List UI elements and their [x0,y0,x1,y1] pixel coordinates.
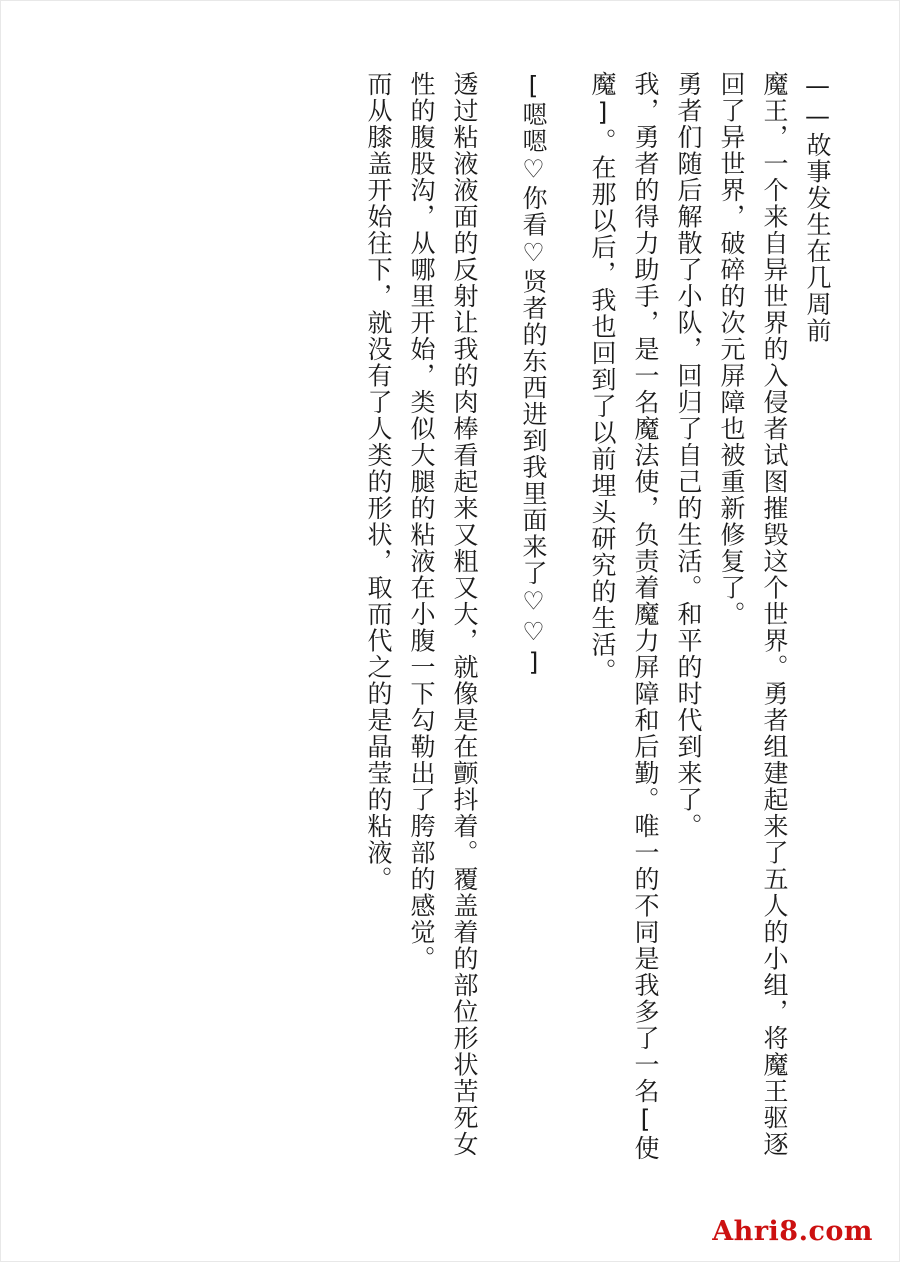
vertical-text-body [121,71,839,1171]
paragraph-6: 透过粘液液面的反射让我的肉棒看起来又粗又大，就像是在颤抖着。覆盖着的部位形状苦死女性的腹股沟，从哪里开始，类似大腿的粘液在小腹一下勾勒出了胯部的感觉。 [407,71,479,1158]
paragraph-spacer-2 [486,71,512,81]
paragraph-1: ——故事发生在几周前 [803,71,832,344]
paragraph-5: [嗯嗯♡你看♡贤者的东西进到我里面来了♡♡] [519,71,548,678]
site-watermark: Ahri8.com [712,1216,873,1247]
paragraph-7: 而从膝盖开始往下，就没有了人类的形状，取而代之的是晶莹的粘液。 [364,71,393,893]
paragraph-spacer [555,71,581,81]
paragraph-4: 我，勇者的得力助手，是一名魔法使，负责着魔力屏障和后勤。唯一的不同是我多了一名[使魔]。在那以后，我也回到了以前埋头研究的生活。 [588,71,660,1162]
paragraph-3: 勇者们随后解散了小队，回归了自己的生活。和平的时代到来了。 [674,71,703,840]
paragraph-2: 魔王，一个来自异世界的入侵者试图摧毁这个世界。勇者组建起来了五人的小组，将魔王驱逐回了异世界，破碎的次元屏障也被重新修复了。 [717,71,789,1158]
